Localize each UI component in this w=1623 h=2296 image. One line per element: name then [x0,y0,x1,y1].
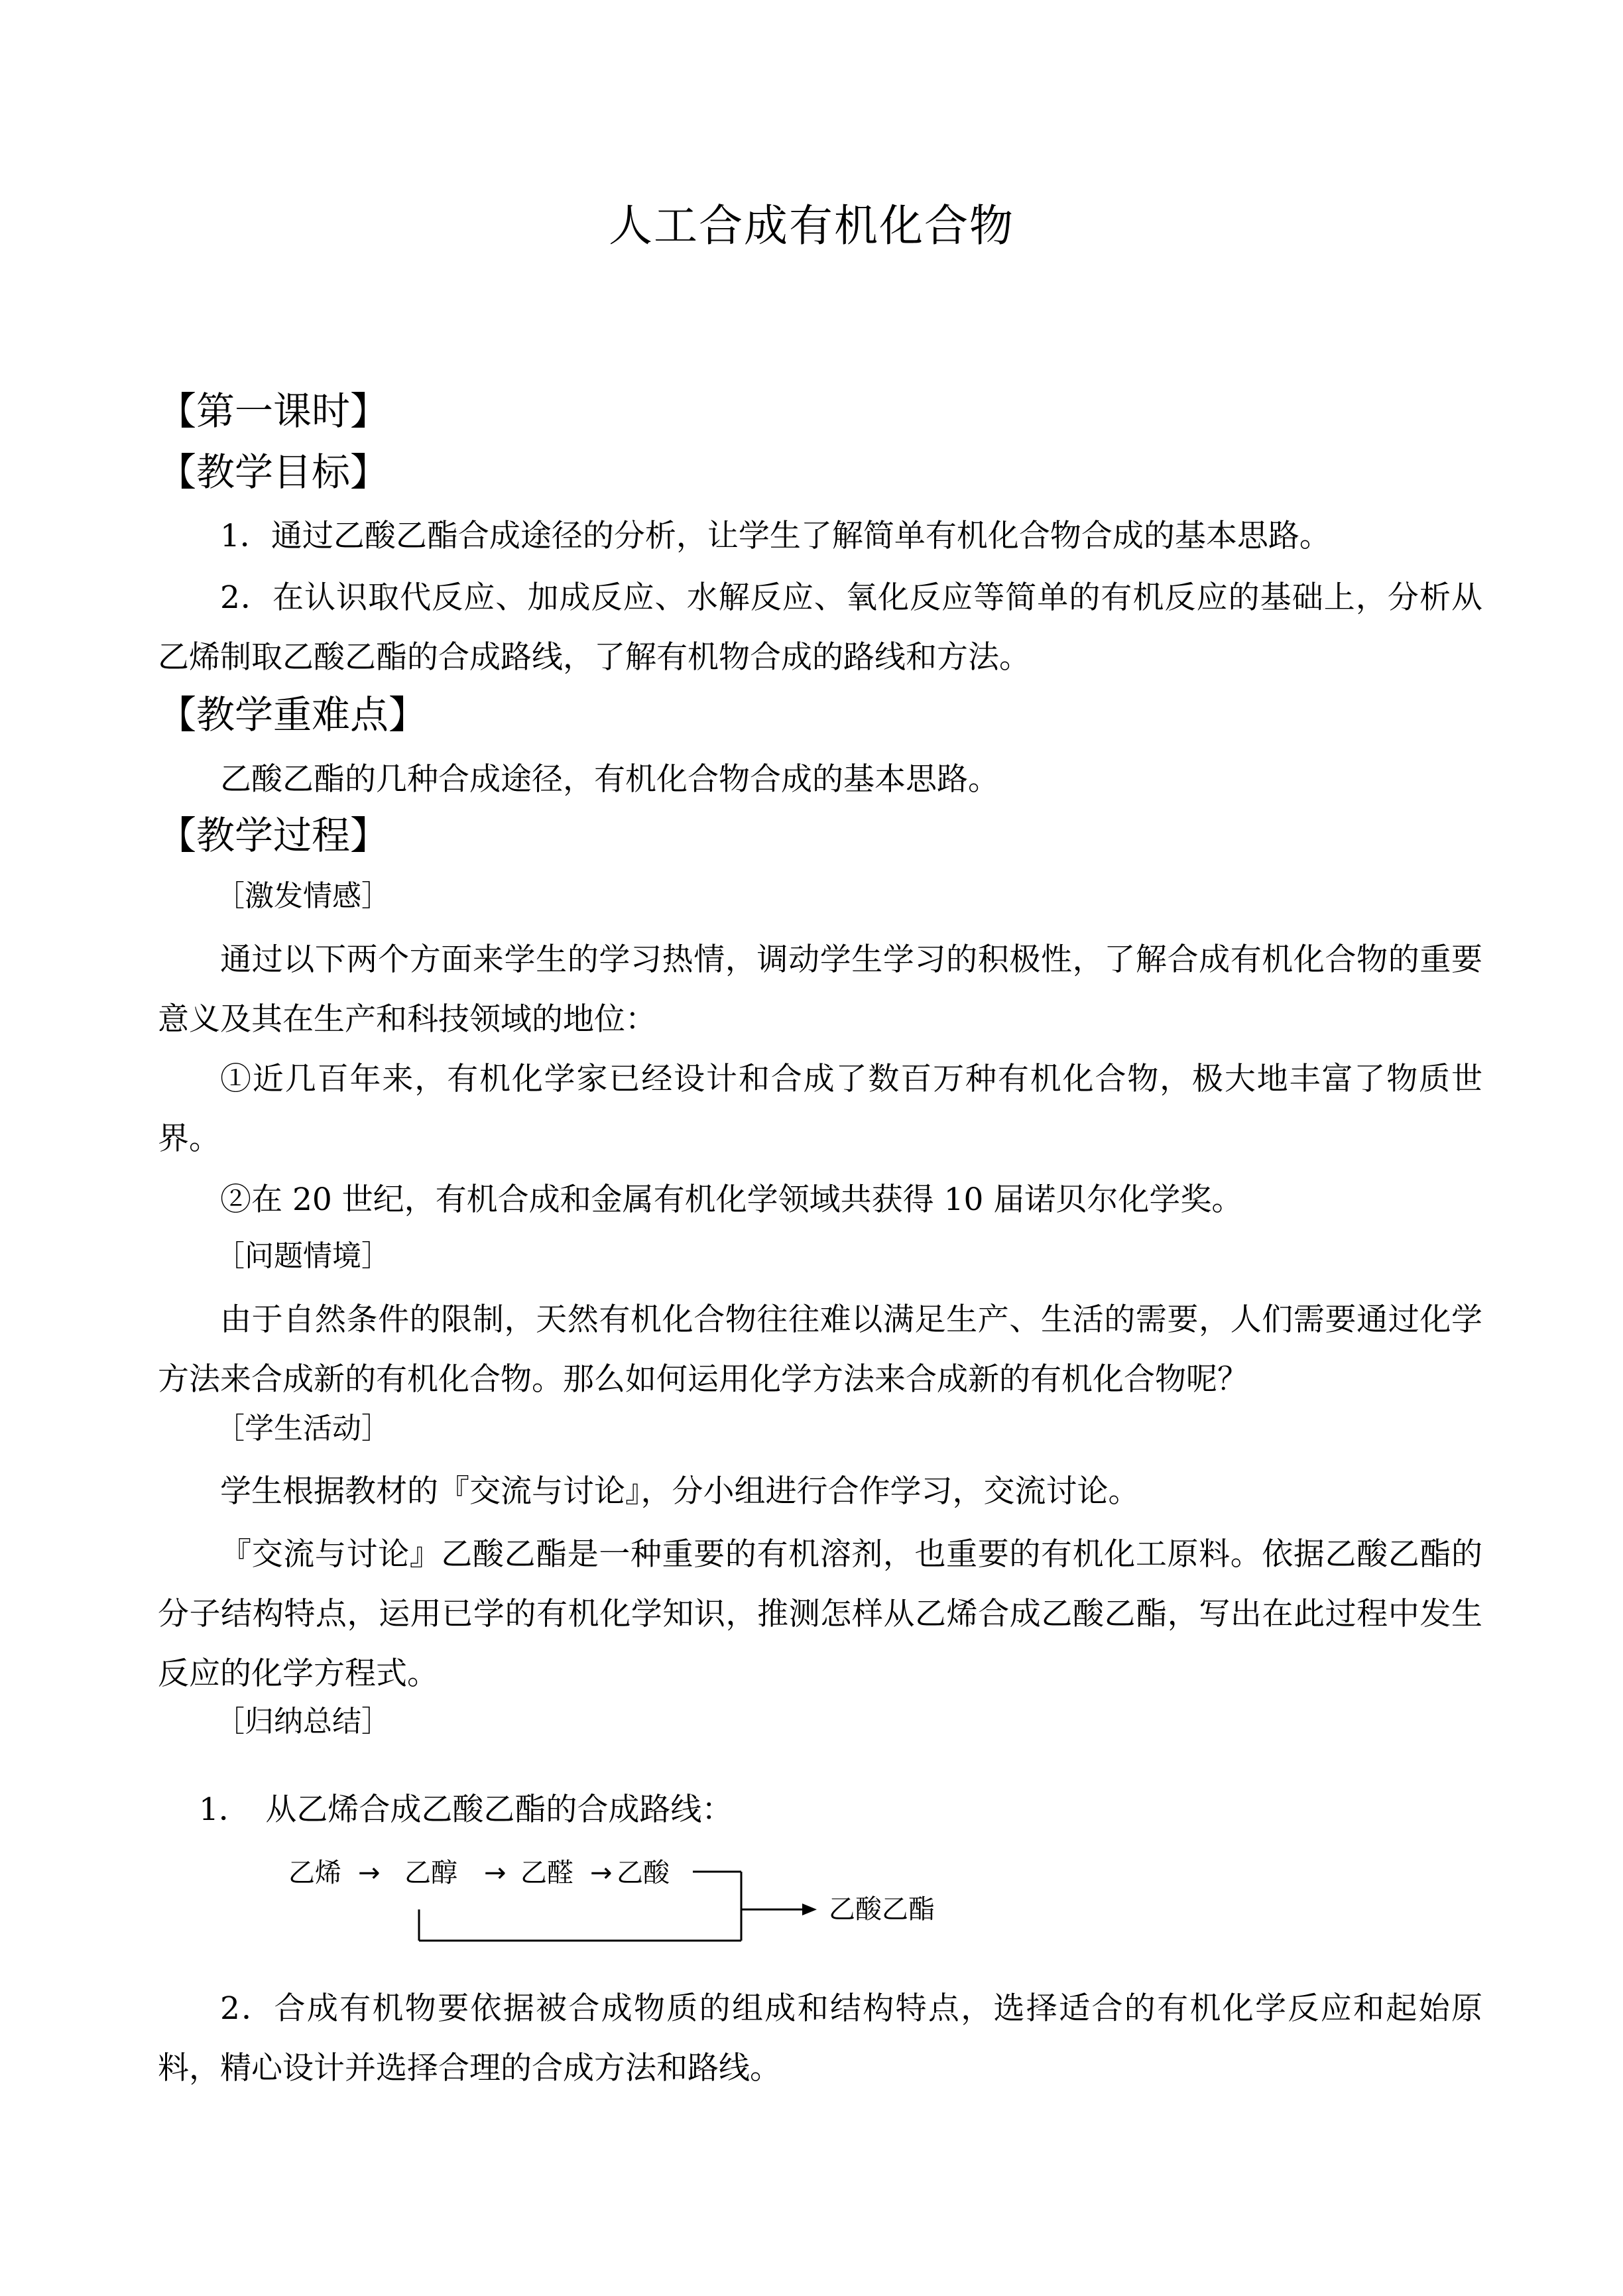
route-acetic-acid: 乙酸 [617,1858,670,1888]
objective-1: 1．通过乙酸乙酯合成途径的分析，让学生了解简单有机化合物合成的基本思路。 [220,518,1331,554]
heading-key-points: 【教学重难点】 [158,692,428,737]
heading-objectives: 【教学目标】 [158,450,389,495]
summary-item-1: 1． 从乙烯合成乙酸乙酯的合成路线： [199,1791,733,1828]
route-ethyl-acetate: 乙酸乙酯 [829,1894,935,1925]
label-summary: ［归纳总结］ [215,1705,391,1738]
label-motivation: ［激发情感］ [215,879,391,913]
key-points-text: 乙酸乙酯的几种合成途径，有机化合物合成的基本思路。 [220,761,999,798]
route-acetaldehyde: 乙醛 [520,1858,573,1888]
heading-process: 【教学过程】 [158,813,389,858]
route-ethylene: 乙烯 [288,1858,341,1888]
page-title: 人工合成有机化合物 [609,200,1014,251]
summary-item-2: 2．合成有机物要依据被合成物质的组成和结构特点，选择适合的有机化学反应和起始原料，精心设计并选择合理的合成方法和路线。 [158,1990,1482,2086]
point-2: ②在 20 世纪，有机合成和金属有机化学领域共获得 10 届诺贝尔化学奖。 [220,1181,1243,1218]
route-arrow-1: → [358,1858,381,1888]
route-arrow-3: → [590,1858,613,1888]
label-activity: ［学生活动］ [215,1412,391,1445]
problem-text: 由于自然条件的限制，天然有机化合物往往难以满足生产、生活的需要，人们需要通过化学方法来合成新的有机化合物。那么如何运用化学方法来合成新的有机化合物呢？ [158,1301,1482,1398]
discussion-text: 『交流与讨论』乙酸乙酯是一种重要的有机溶剂，也重要的有机化工原料。依据乙酸乙酯的分子结构特点，运用已学的有机化学知识，推测怎样从乙烯合成乙酸乙酯，写出在此过程中发生反应的化学方程式。 [158,1536,1482,1692]
route-ethanol: 乙醇 [404,1858,457,1888]
objective-2: 2．在认识取代反应、加成反应、水解反应、氧化反应等简单的有机反应的基础上，分析从乙烯制取乙酸乙酯的合成路线，了解有机物合成的路线和方法。 [158,579,1482,676]
motivation-text: 通过以下两个方面来学生的学习热情，调动学生学习的积极性，了解合成有机化合物的重要意义及其在生产和科技领域的地位： [158,941,1482,1038]
route-arrow-2: → [484,1858,507,1888]
product-arrowhead [802,1903,817,1915]
point-1: ①近几百年来，有机化学家已经设计和合成了数百万种有机化合物，极大地丰富了物质世界。 [158,1061,1482,1157]
activity-text: 学生根据教材的『交流与讨论』，分小组进行合作学习，交流讨论。 [220,1473,1140,1510]
label-problem: ［问题情境］ [215,1239,391,1273]
heading-lesson: 【第一课时】 [158,389,389,434]
